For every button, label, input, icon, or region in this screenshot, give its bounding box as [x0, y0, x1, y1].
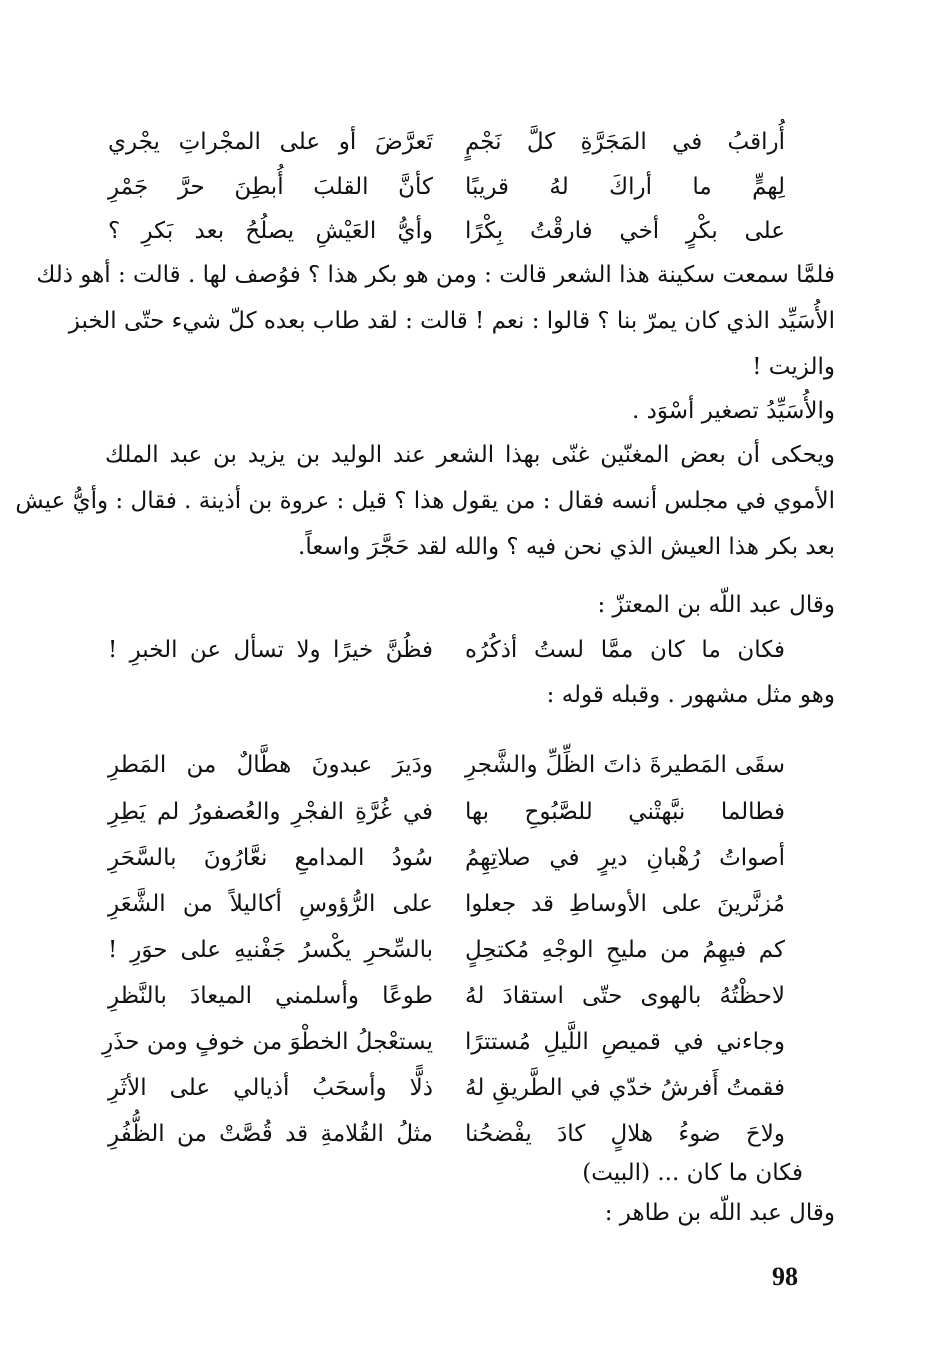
poem-1-line-1-first-hemistich: أُراقبُ في المَجَرَّةِ كلَّ نَجْمٍ [465, 129, 785, 155]
prose-paragraph-1-line-2: الأُسَيِّد الذي كان يمرّ بنا ؟ قالوا : نعم ! قالت : لقد طاب بعده كلّ شيء حتّى الخبز [68, 308, 835, 334]
poem-1-line-1-second-hemistich: تَعرَّضَ أو على المجْراتِ يجْري [108, 129, 433, 155]
poem-3-line-3-first-hemistich: أصواتُ رُهْبانِ ديرٍ في صلاتِهِمُ [465, 845, 785, 871]
poem-3-line-5-first-hemistich: كم فيهِمُ من مليحِ الوجْهِ مُكتحِلٍ [465, 937, 785, 963]
poem-3-line-2-first-hemistich: فطالما نبَّهتْني للصَّبُوحِ بها [465, 799, 785, 825]
poem-3-line-4-first-hemistich: مُزنَّرينَ على الأوساطِ قد جعلوا [465, 891, 785, 917]
prose-paragraph-3-line-3: بعد بكر هذا العيش الذي نحن فيه ؟ والله لقد حَجَّرَ واسعاً. [298, 534, 835, 560]
prose-paragraph-3-line-2: الأموي في مجلس أنسه فقال : من يقول هذا ؟ قيل : عروة بن أذينة . فقال : وأيُّ عيش [15, 488, 835, 514]
prose-paragraph-3-line-1: ويحكى أن بعض المغنّين غنّى بهذا الشعر عند الوليد بن يزيد بن عبد الملك [105, 442, 835, 468]
next-poem-intro: وقال عبد اللّه بن طاهر : [604, 1200, 835, 1226]
poem-3-line-2-second-hemistich: في غُرَّةِ الفجْرِ والعُصفورُ لم يَطِرِ [108, 799, 433, 825]
poem-3-line-8-first-hemistich: فقمتُ أَفرشُ خدّي في الطَّريقِ لهُ [465, 1075, 785, 1101]
poem-3-line-3-second-hemistich: سُودُ المدامعِ نعَّارُونَ بالسَّحَرِ [108, 845, 433, 871]
poem-1-line-2-first-hemistich: لِهمٍّ ما أراكَ لهُ قريبًا [465, 174, 785, 200]
poem-3-line-1-first-hemistich: سقَى المَطيرةَ ذاتَ الظِّلِّ والشَّجرِ [465, 752, 785, 778]
poem-3-line-6-first-hemistich: لاحظْتُهُ بالهوى حتّى استقادَ لهُ [465, 983, 785, 1009]
poem-3-line-9-first-hemistich: ولاحَ ضوءُ هلالٍ كادَ يفْضحُنا [465, 1121, 785, 1147]
prose-paragraph-1-line-3: والزيت ! [752, 354, 835, 380]
poem-2-intro: وقال عبد اللّه بن المعتزّ : [597, 592, 835, 618]
prose-paragraph-1-line-1: فلمَّا سمعت سكينة هذا الشعر قالت : ومن هو بكر هذا ؟ فوُصف لها . قالت : أهو ذلك [36, 262, 835, 288]
poem-3-line-1-second-hemistich: ودَيرَ عبدونَ هطَّالٌ من المَطرِ [108, 752, 433, 778]
poem-1-line-3-first-hemistich: على بكْرٍ أخي فارقْتُ بِكْرًا [465, 218, 785, 244]
poem-3-closing-reference: فكان ما كان ... (البيت) [582, 1160, 803, 1186]
poem-1-line-2-second-hemistich: كأنَّ القلبَ أُبطِنَ حرَّ جَمْرِ [108, 174, 433, 200]
poem-3-line-4-second-hemistich: على الرُّؤوسِ أكاليلاً من الشَّعَرِ [108, 891, 433, 917]
poem-2-line-1-second-hemistich: فظُنَّ خيرًا ولا تسأل عن الخبرِ ! [108, 637, 433, 663]
poem-3-line-8-second-hemistich: ذلًّا وأسحَبُ أذيالي على الأثَرِ [108, 1075, 433, 1101]
page-number: 98 [772, 1262, 798, 1291]
prose-paragraph-2: والأُسَيِّدُ تصغير أسْوَد . [631, 398, 835, 424]
poem-3-line-7-first-hemistich: وجاءني في قميصِ اللَّيلِ مُستترًا [465, 1029, 785, 1055]
poem-3-line-5-second-hemistich: بالسِّحرِ يكْسرُ جَفْنيهِ على حوَرِ ! [108, 937, 433, 963]
poem-1-line-3-second-hemistich: وأيُّ العَيْشِ يصلُحُ بعد بَكرِ ؟ [108, 218, 433, 244]
poem-3-line-9-second-hemistich: مثلُ القُلامةِ قد قُصَّتْ من الظُّفُرِ [108, 1121, 433, 1147]
poem-2-line-1-first-hemistich: فكان ما كان ممَّا لستُ أذكُرُه [465, 637, 785, 663]
poem-3-line-7-second-hemistich: يستعْجلُ الخطْوَ من خوفٍ ومن حذَرِ [102, 1029, 433, 1055]
poem-3-line-6-second-hemistich: طوعًا وأسلمني الميعادَ بالنَّظرِ [108, 983, 433, 1009]
poem-3-intro: وهو مثل مشهور . وقبله قوله : [546, 682, 835, 708]
